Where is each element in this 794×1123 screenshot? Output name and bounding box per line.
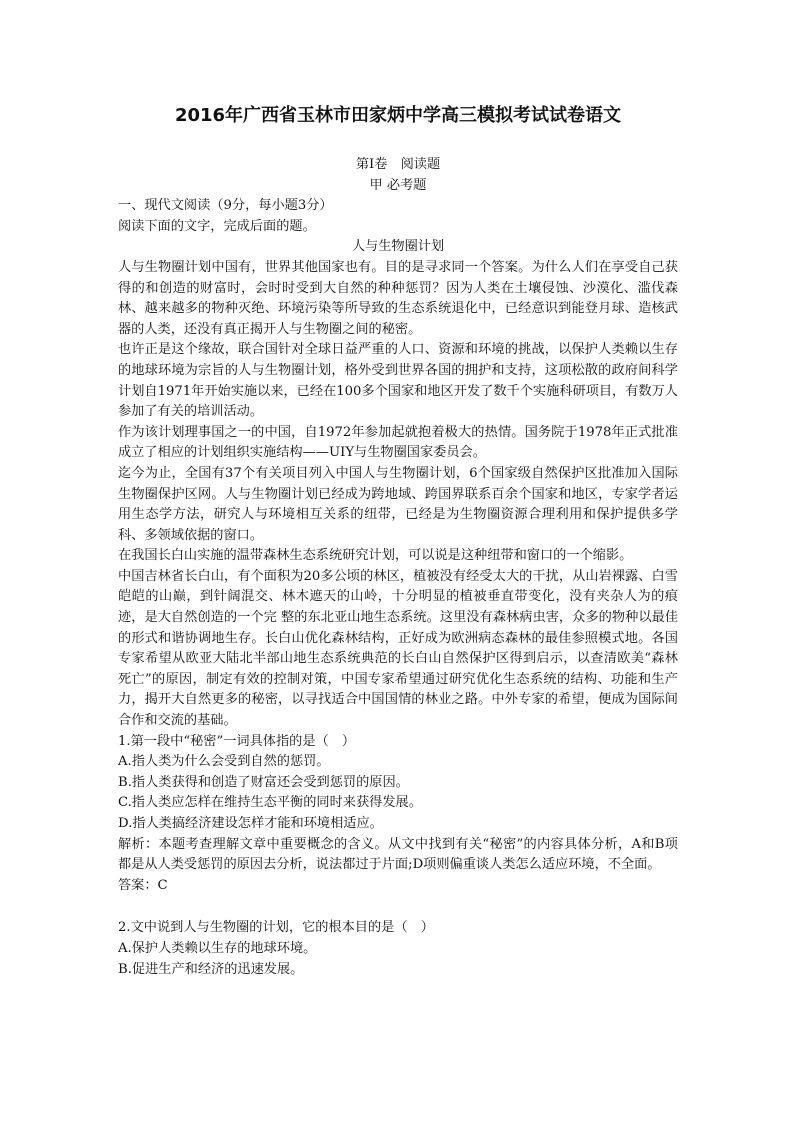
exam-title: 2016年广西省玉林市田家炳中学高三模拟考试试卷语文 [174, 105, 622, 126]
question-2-option-a: A.保护人类赖以生存的地球环境。 [118, 940, 317, 956]
blank-line [118, 896, 678, 918]
question-2-stem: 2.文中说到人与生物圈的计划，它的根本目的是（ ） [118, 920, 434, 936]
question-1-option-b: B.指人类获得和创造了财富还会受到惩罚的原因。 [118, 774, 409, 790]
section-heading: 第Ⅰ卷 阅读题 [355, 157, 441, 172]
question-1-answer: 答案：C [118, 877, 168, 893]
article-paragraph: 迄今为止，全国有37个有关项目列入中国人与生物圈计划，6个国家级自然保护区批准加入国际生物圈保护区网。人与生物圈计划已经成为跨地域、跨国界联系百余个国家和地区，专家学者运用生态学方法，研究人与环境相互关系的纽带，已经是为生物圈资源合理利用和保护提供多学科、多领域依据的窗口。 [118, 465, 678, 543]
question-1-stem: 1.第一段中“秘密”一词具体指的是（ ） [118, 733, 356, 749]
article-paragraph: 在我国长白山实施的温带森林生态系统研究计划，可以说是这种纽带和窗口的一个缩影。 [118, 548, 633, 564]
article-paragraph: 作为该计划理事国之一的中国，自1972年参加起就抱着极大的热情。国务院于1978年正式批准成立了相应的计划组织实施结构——UIY与生物圈国家委员会。 [118, 424, 678, 461]
article-paragraph: 也许正是这个缘故，联合国针对全球日益严重的人口、资源和环境的挑战，以保护人类赖以生存的地球环境为宗旨的人与生物圈计划，格外受到世界各国的拥护和支持，这项松散的政府间科学计划自1971年开始实施以来，已经在100多个国家和地区开发了数千个实施科研项目，有数万人参加了有关的培训活动。 [118, 342, 678, 420]
question-1-option-a: A.指人类为什么会受到自然的惩罚。 [118, 754, 330, 770]
document-page [118, 104, 678, 980]
part-heading: 一、现代文阅读（9分，每小题3分） [118, 198, 333, 214]
article-paragraph: 人与生物圈计划中国有，世界其他国家也有。目的是寻求同一个答案。为什么人们在享受自己获得的和创造的财富时，会时时受到大自然的种种惩罚？因为人类在土壤侵蚀、沙漠化、滥伐森林、越来越多的物种灭绝、环境污染等所导致的生态系统退化中，已经意识到能登月球、造核武器的人类，还没有真正揭开人与生物圈之间的秘密。 [118, 259, 678, 337]
article-paragraph: 中国吉林省长白山，有个面积为20多公顷的林区，植被没有经受太大的干扰，从山岩裸露、白雪皑皑的山巅，到针阔混交、林木遮天的山岭，十分明显的植被垂直带变化，没有夹杂人为的痕迹，是大自然创造的一个完 整的东北亚山地生态系统。这里没有森林病虫害，众多的物种以最佳的形式和谐协调地生存。长白山优化森林结构，正好成为欧洲病态森林的最佳参照模式地。各国专家希望从欧亚大陆北半部山地生态系统典范的长白山自然保护区得到启示，以查清欧美“森林死亡”的原因，制定有效的控制对策，中国专家希望通过研究优化生态系统的结构、功能和生产力，揭开大自然更多的秘密，以寻找适合中国国情的林业之路。中外专家的希望，便成为国际间合作和交流的基础。 [118, 568, 678, 729]
question-1-analysis: 解析：本题考查理解文章中重要概念的含义。从文中找到有关“秘密”的内容具体分析，A和B项都是从人类受惩罚的原因去分析，说法都过于片面;D项则偏重谈人类怎么适应环境，不全面。 [118, 836, 678, 873]
subsection-heading: 甲 必考题 [369, 177, 427, 193]
question-2-option-b: B.促进生产和经济的迅速发展。 [118, 961, 304, 977]
question-1-option-d: D.指人类搞经济建设怎样才能和环境相适应。 [118, 816, 383, 831]
question-1-option-c: C.指人类应怎样在维持生态平衡的同时来获得发展。 [118, 795, 422, 811]
instruction-text: 阅读下面的文字，完成后面的题。 [118, 218, 316, 234]
article-title: 人与生物圈计划 [351, 239, 445, 255]
